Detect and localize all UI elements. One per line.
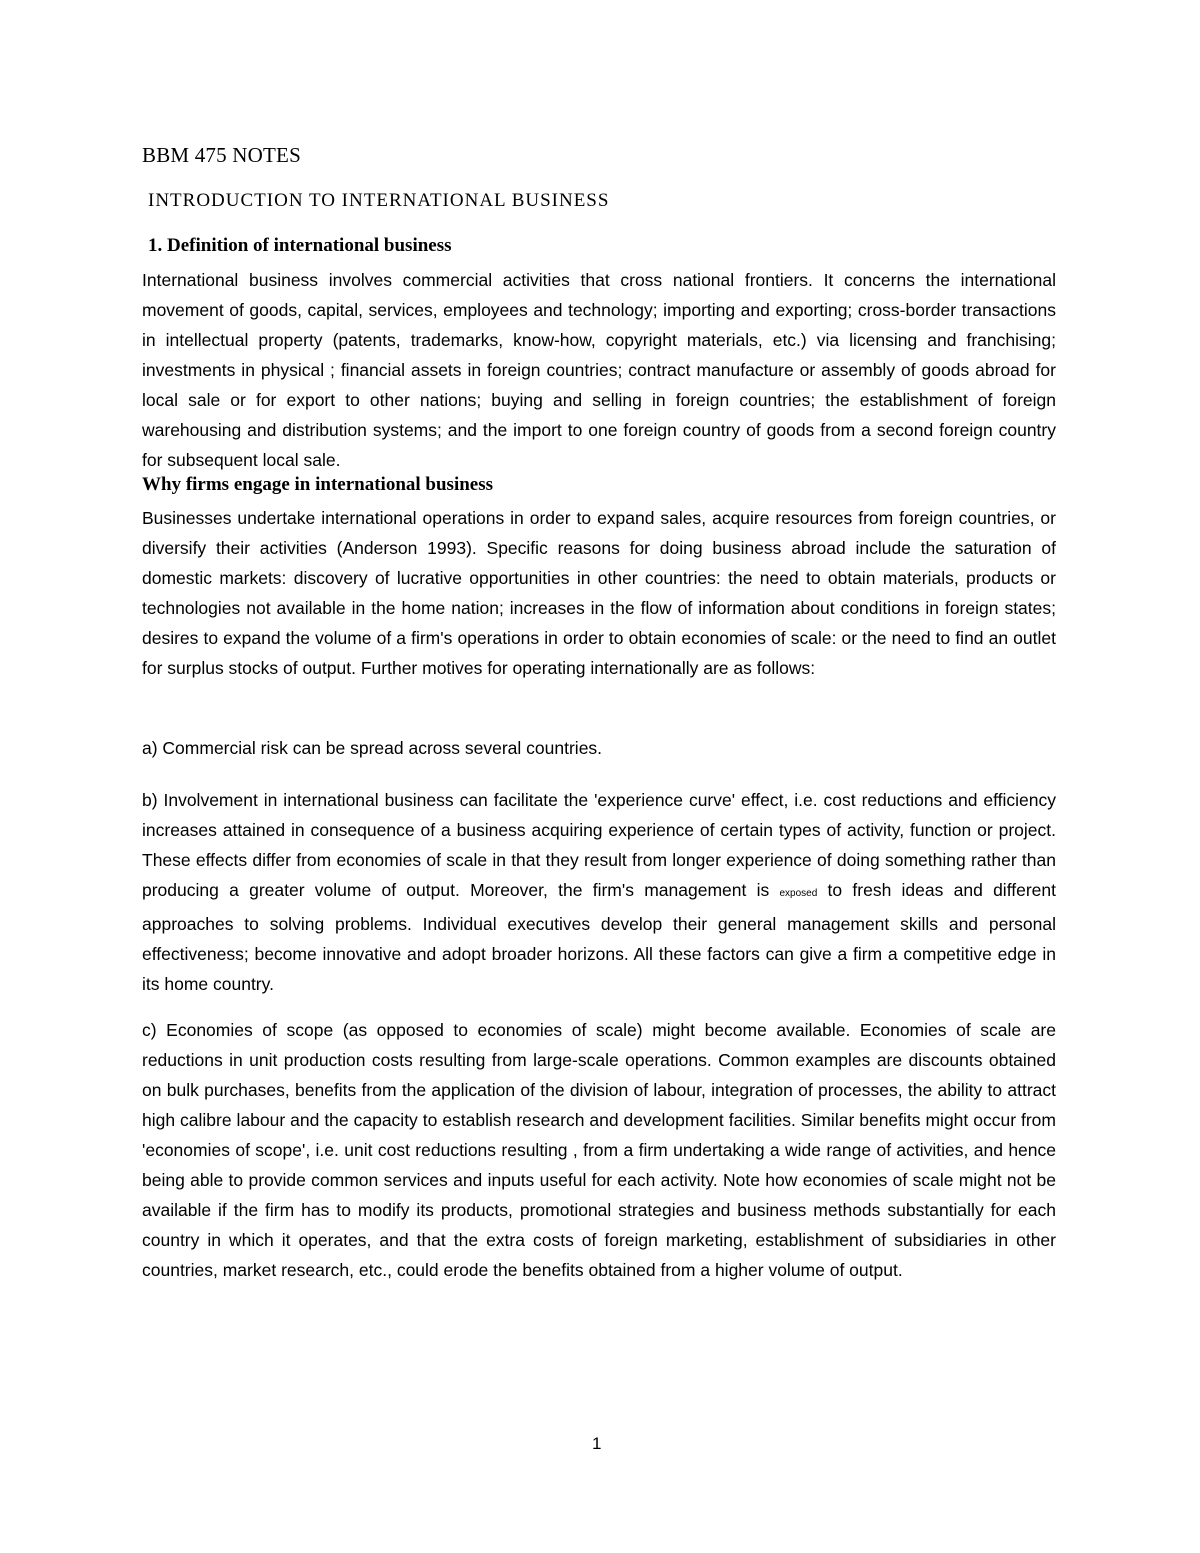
section-heading-why-firms: Why firms engage in international business xyxy=(142,474,494,495)
definition-paragraph: International business involves commercial activities that cross national frontiers. It concerns the international movement of goods, capital, services, employees and technology; importing and exporting; cross-border transactions in intellectual property (patents, trademarks, know-how, copyright materials, etc.) via licensing and franchising; investments in physical ; financial assets in foreign countries; contract manufacture or assembly of goods abroad for local sale or for export to other nations; buying and selling in foreign countries; the establishment of foreign warehousing and distribution systems; and the import to one foreign country of goods from a second foreign country for subsequent local sale. xyxy=(142,270,1056,470)
point-b-small-word: exposed xyxy=(779,888,818,899)
point-a-paragraph: a) Commercial risk can be spread across several countries. xyxy=(142,738,603,758)
point-b-paragraph xyxy=(142,785,1056,999)
section-heading-definition: 1. Definition of international business xyxy=(148,235,452,256)
why-firms-intro-paragraph: Businesses undertake international operations in order to expand sales, acquire resources from foreign countries, or diversify their activities (Anderson 1993). Specific reasons for doing business abroad include the saturation of domestic markets: discovery of lucrative opportunities in other countries: the need to obtain materials, products or technologies not available in the home nation; increases in the flow of information about conditions in foreign states; desires to expand the volume of a firm's operations in order to obtain economies of scale: or the need to find an outlet for surplus stocks of output. Further motives for operating internationally are as follows: xyxy=(142,508,1056,678)
point-b-text-end: to fresh ideas and different approaches to solving problems. Individual executives develop their general management skills and personal effectiveness; become innovative and adopt broader horizons. All these factors can give a firm a competitive edge in its home country. xyxy=(142,880,1056,994)
page-number: 1 xyxy=(592,1434,602,1453)
point-b-text-start: b) Involvement in international business can facilitate the 'experience curve' effect, i.e. cost reductions and efficiency increases attained in consequence of a business acquiring experience of certain types of activity, function or project. These effects differ from economies of scale in that they result from longer experience of doing something rather than producing a greater volume of output. Moreover, the firm's management is xyxy=(142,790,1056,900)
document-title: BBM 475 NOTES xyxy=(142,143,301,167)
point-c-paragraph: c) Economies of scope (as opposed to economies of scale) might become available. Economies of scale are reductions in unit production costs resulting from large-scale operations. Common examples are discounts obtained on bulk purchases, benefits from the application of the division of labour, integration of processes, the ability to attract high calibre labour and the capacity to establish research and development facilities. Similar benefits might occur from 'economies of scope', i.e. unit cost reductions resulting , from a firm undertaking a wide range of activities, and hence being able to provide common services and inputs useful for each activity. Note how economies of scale might not be available if the firm has to modify its products, promotional strategies and business methods substantially for each country in which it operates, and that the extra costs of foreign marketing, establishment of subsidiaries in other countries, market research, etc., could erode the benefits obtained from a higher volume of output. xyxy=(142,1020,1056,1280)
document-subtitle: INTRODUCTION TO INTERNATIONAL BUSINESS xyxy=(148,190,610,211)
